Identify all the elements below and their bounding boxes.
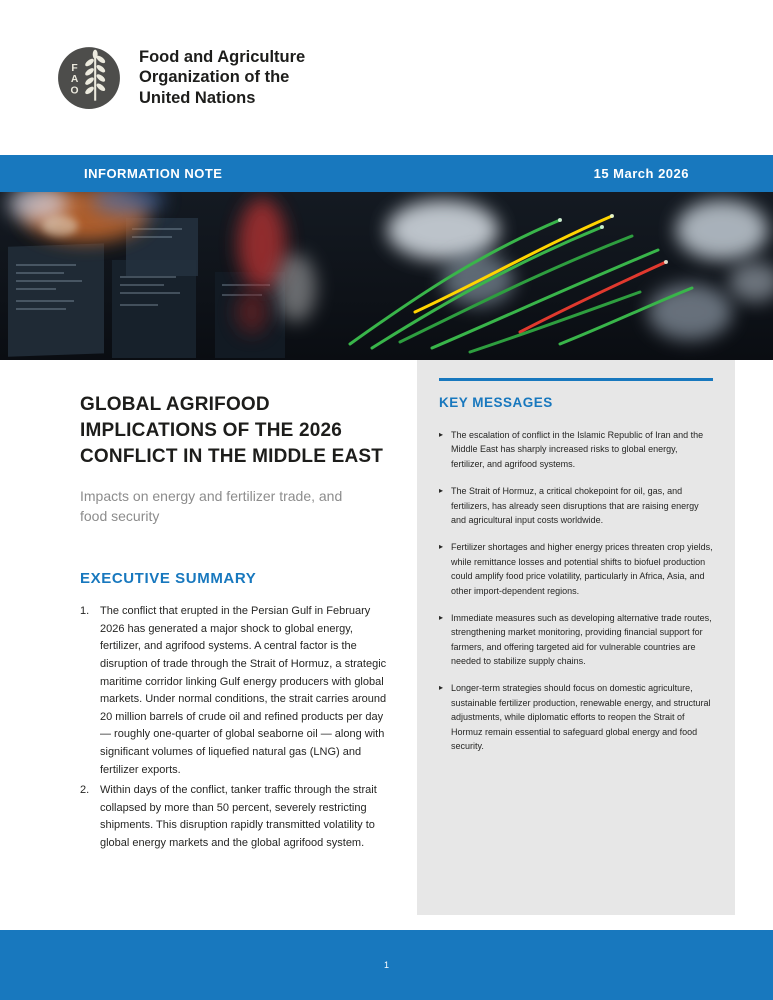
information-note-band bbox=[0, 155, 773, 192]
fao-logo-letter-o: O bbox=[70, 84, 79, 96]
bullet-icon: ▸ bbox=[439, 430, 444, 439]
key-messages-list bbox=[439, 428, 713, 753]
summary-item-text: The conflict that erupted in the Persian Gulf in February 2026 has generated a major shock to global energy, fertilizer, and agrifood systems. A central factor is the disruption of trade through the Strait of Hormuz, a strategic maritime corridor linking Gulf energy producers with global markets. Under normal conditions, the strait carries around 20 million barrels of crude oil and refined products per day — roughly one-quarter of global seaborne oil — along with significant volumes of liquefied natural gas (LNG) and fertilizer exports. bbox=[100, 605, 387, 776]
key-message-text: The Strait of Hormuz, a critical chokepoint for oil, gas, and fertilizers, has already seen disruptions that are raising energy and agricultural input costs worldwide. bbox=[451, 486, 699, 525]
band-date: 15 March 2026 bbox=[593, 166, 689, 181]
bullet-icon: ▸ bbox=[439, 683, 444, 693]
executive-summary-list bbox=[80, 603, 396, 852]
hero-photo bbox=[0, 192, 773, 360]
page-title-line: GLOBAL AGRIFOOD bbox=[80, 394, 270, 415]
key-message-text: Longer-term strategies should focus on domestic agriculture, sustainable fertilizer production, renewable energy, and structural adjustments, while diplomatic efforts to reopen the Strait of Hormuz remain essential to safeguard global energy and food security. bbox=[451, 683, 711, 752]
bullet-icon: ▸ bbox=[439, 612, 444, 622]
executive-summary-heading: EXECUTIVE SUMMARY bbox=[80, 570, 257, 588]
organization-name-line: Organization of the bbox=[139, 68, 290, 87]
organization-name-line: United Nations bbox=[139, 88, 256, 107]
key-message-item bbox=[439, 428, 713, 471]
key-messages-heading: KEY MESSAGES bbox=[439, 395, 553, 410]
key-message-item bbox=[439, 540, 713, 598]
hero-photo-collage bbox=[0, 192, 773, 360]
page-title-line: IMPLICATIONS OF THE 2026 bbox=[80, 420, 343, 442]
fao-logo-icon bbox=[56, 45, 122, 111]
key-messages-box bbox=[417, 360, 735, 915]
fao-logo bbox=[56, 45, 122, 111]
page-title bbox=[80, 392, 410, 471]
key-message-item bbox=[439, 681, 713, 753]
organization-name-line: Food and Agriculture bbox=[139, 47, 306, 66]
key-message-text: Fertilizer shortages and higher energy prices threaten crop yields, while remittance losses and potential shifts to biofuel production could amplify food price volatility, particularly in Africa, Asia, and other import-dependent regions. bbox=[451, 542, 713, 596]
main-column bbox=[80, 360, 410, 853]
summary-item bbox=[80, 782, 396, 852]
document-header bbox=[0, 0, 773, 155]
page-title-line: CONFLICT IN THE MIDDLE EAST bbox=[80, 446, 384, 468]
page-footer bbox=[0, 930, 773, 1000]
summary-item-number: 1. bbox=[80, 605, 90, 618]
key-message-text: The escalation of conflict in the Islamic Republic of Iran and the Middle East has sharply increased risks to global energy, fertilizer, and agrifood systems. bbox=[451, 430, 704, 469]
key-message-item bbox=[439, 611, 713, 669]
bullet-icon: ▸ bbox=[439, 486, 444, 496]
page-number: 1 bbox=[383, 960, 389, 970]
fao-logo-letter-a: A bbox=[70, 73, 79, 85]
summary-item-text: Within days of the conflict, tanker traffic through the strait collapsed by more than 50 percent, severely restricting shipments. This disruption rapidly transmitted volatility to global energy markets and the global agrifood system. bbox=[100, 784, 377, 849]
band-label: INFORMATION NOTE bbox=[84, 166, 223, 181]
key-message-item bbox=[439, 484, 713, 527]
key-message-text: Immediate measures such as developing alternative trade routes, strengthening market monitoring, providing financial support for farmers, and offering targeted aid for vulnerable countries are needed to stabilize supply chains. bbox=[451, 612, 712, 667]
fao-logo-letter-f: F bbox=[71, 62, 78, 74]
content-area bbox=[0, 360, 773, 930]
organization-name bbox=[139, 47, 305, 109]
bullet-icon: ▸ bbox=[439, 542, 444, 552]
summary-item-number: 2. bbox=[80, 784, 90, 797]
key-messages-rule bbox=[439, 378, 713, 381]
summary-item bbox=[80, 603, 396, 779]
page-subtitle: Impacts on energy and fertilizer trade, and food security bbox=[80, 487, 343, 524]
